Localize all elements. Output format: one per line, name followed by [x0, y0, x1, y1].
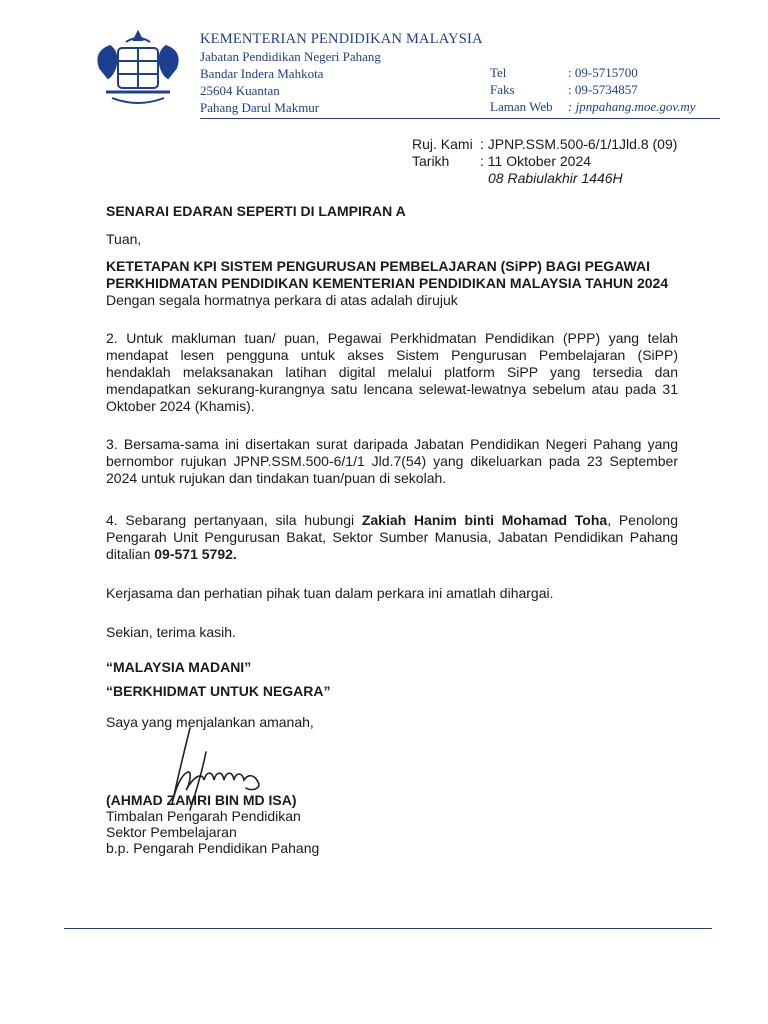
trust-text: Saya yang menjalankan amanah,	[106, 714, 314, 730]
paragraph-3: 3. Bersama-sama ini disertakan surat daripada Jabatan Pendidikan Negeri Pahang yang bernombor rujukan JPNP.SSM.500-6/1/1 Jld.7(54) yang dikeluarkan pada 23 September 2024 untuk rujukan dan tindakan tuan/puan di sekolah.	[106, 436, 678, 486]
contact-value: : jpnpahang.moe.gov.my	[568, 99, 696, 114]
subject-line-1: KETETAPAN KPI SISTEM PENGURUSAN PEMBELAJARAN (SiPP) BAGI PEGAWAI	[106, 258, 650, 274]
signatory-name: (AHMAD ZAMRI BIN MD ISA)	[106, 792, 297, 808]
contact-label: Faks	[490, 82, 515, 97]
closing-text: Sekian, terima kasih.	[106, 624, 236, 640]
paragraph-4-text: , Penolong Pengarah Unit Pengurusan Bakat, Sektor Sumber Manusia, Jabatan Pendidikan Pahang ditalian	[106, 512, 678, 562]
recipient: SENARAI EDARAN SEPERTI DI LAMPIRAN A	[106, 203, 406, 219]
signatory-title-3: b.p. Pengarah Pendidikan Pahang	[106, 840, 320, 856]
address-line-3: Pahang Darul Makmur	[200, 100, 320, 115]
contact-web	[490, 98, 696, 115]
reference-number: : JPNP.SSM.500-6/1/1Jld.8 (09)	[480, 136, 678, 152]
signatory-title-1: Timbalan Pengarah Pendidikan	[106, 808, 301, 824]
contact-label: Laman Web	[490, 99, 553, 114]
reference-label: Ruj. Kami	[412, 136, 473, 152]
motto-2: “BERKHIDMAT UNTUK NEGARA”	[106, 683, 331, 699]
contact-fax	[490, 81, 696, 98]
reference-block	[412, 136, 677, 187]
letterhead	[200, 30, 483, 116]
coat-of-arms-logo	[86, 28, 190, 108]
intro-text: Dengan segala hormatnya perkara di atas adalah dirujuk	[106, 292, 458, 308]
address-line-1: Bandar Indera Mahkota	[200, 66, 324, 81]
contact-value: : 09-5715700	[568, 65, 638, 80]
paragraph-4	[106, 512, 678, 563]
thanks-text: Kerjasama dan perhatian pihak tuan dalam perkara ini amatlah dihargai.	[106, 585, 554, 601]
footer-divider	[64, 928, 712, 929]
hijri-date: 08 Rabiulakhir 1446H	[488, 170, 623, 186]
paragraph-2: 2. Untuk makluman tuan/ puan, Pegawai Perkhidmatan Pendidikan (PPP) yang telah mendapat lesen pengguna untuk akses Sistem Pengurusan Pembelajaran (SiPP) hendaklah melaksanakan latihan digital melalui platform SiPP yang tersedia dan mendapatkan sekurang-kurangnya satu lencana selewat-lewatnya sebelum atau pada 31 Oktober 2024 (Khamis).	[106, 330, 678, 414]
contact-tel	[490, 64, 696, 81]
contact-block	[490, 64, 696, 115]
salutation: Tuan,	[106, 231, 142, 247]
contact-phone: 09-571 5792.	[154, 546, 237, 562]
letterhead-divider	[200, 118, 720, 119]
date-value: : 11 Oktober 2024	[480, 153, 592, 169]
motto-1: “MALAYSIA MADANI”	[106, 659, 252, 675]
signatory-title-2: Sektor Pembelajaran	[106, 824, 237, 840]
subject-line-2: PERKHIDMATAN PENDIDIKAN KEMENTERIAN PENDIDIKAN MALAYSIA TAHUN 2024	[106, 275, 669, 291]
paragraph-4-text: 4. Sebarang pertanyaan, sila hubungi	[106, 512, 362, 528]
department-name: Jabatan Pendidikan Negeri Pahang	[200, 49, 381, 64]
contact-value: : 09-5734857	[568, 82, 638, 97]
ministry-name: KEMENTERIAN PENDIDIKAN MALAYSIA	[200, 31, 483, 47]
date-label: Tarikh	[412, 153, 450, 169]
address-line-2: 25604 Kuantan	[200, 83, 280, 98]
contact-label: Tel	[490, 65, 507, 80]
contact-person-name: Zakiah Hanim binti Mohamad Toha	[361, 512, 608, 528]
